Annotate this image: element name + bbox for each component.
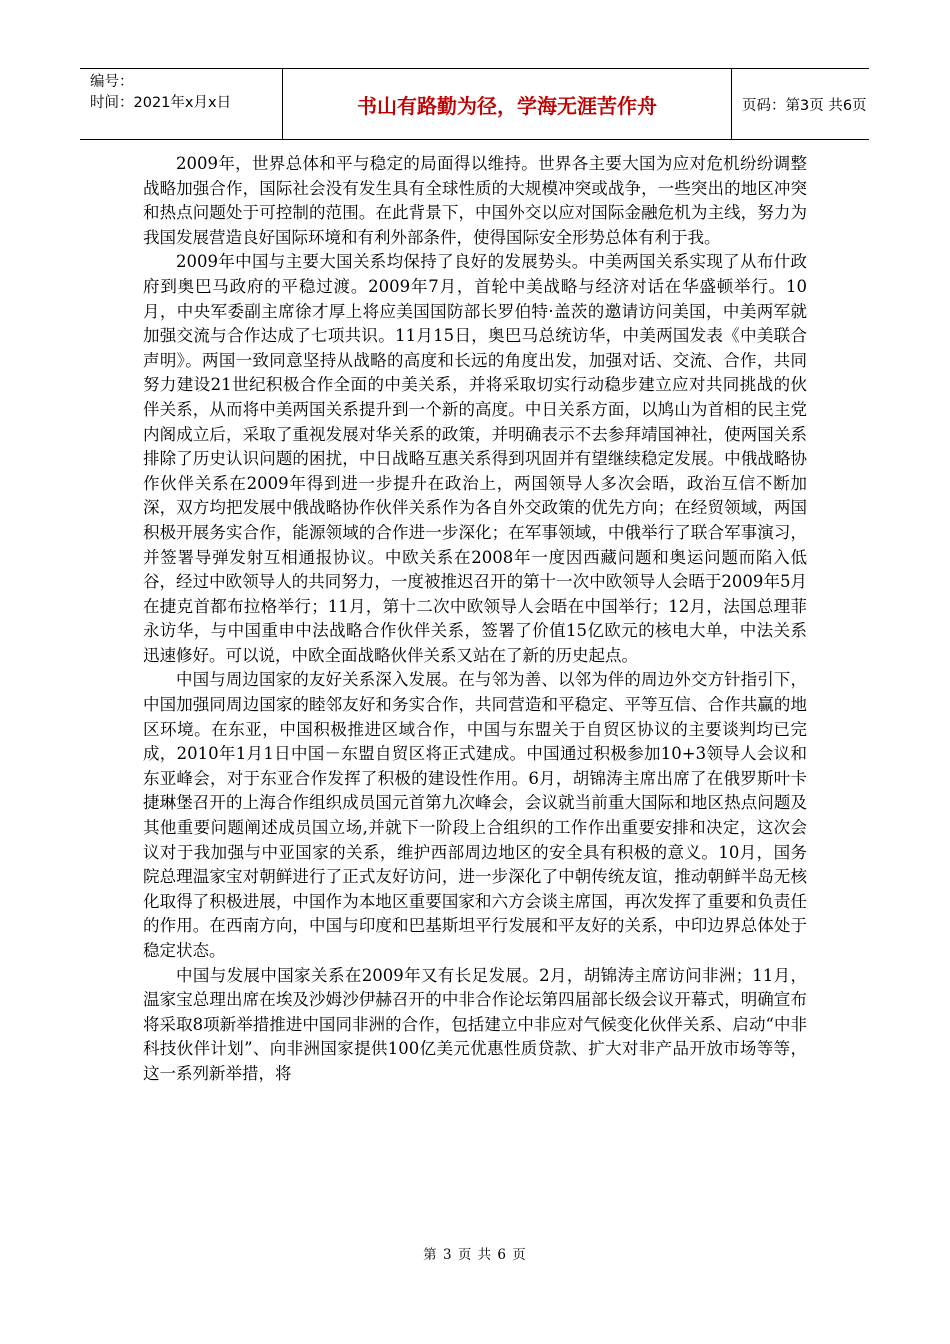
- body-paragraph: 2009年中国与主要大国关系均保持了良好的发展势头。中美两国关系实现了从布什政府到奥巴马政府的平稳过渡。2009年7月，首轮中美战略与经济对话在华盛顿举行。10月，中央军委副主席徐才厚上将应美国国防部长罗伯特·盖茨的邀请访问美国，中美两军就加强交流与合作达成了七项共识。11月15日，奥巴马总统访华，中美两国发表《中美联合声明》。两国一致同意坚持从战略的高度和长远的角度出发，加强对话、交流、合作，共同努力建设21世纪积极合作全面的中美关系，并将采取切实行动稳步建立应对共同挑战的伙伴关系，从而将中美两国关系提升到一个新的高度。中日关系方面，以鸠山为首相的民主党内阁成立后，采取了重视发展对华关系的政策，并明确表示不去参拜靖国神社，使两国关系排除了历史认识问题的困扰，中日战略互惠关系得到巩固并有望继续稳定发展。中俄战略协作伙伴关系在2009年得到进一步提升在政治上，两国领导人多次会晤，政治互信不断加深，双方均把发展中俄战略协作伙伴关系作为各自外交政策的优先方向；在经贸领域，两国积极开展务实合作，能源领域的合作进一步深化；在军事领域，中俄举行了联合军事演习，并签署导弹发射互相通报协议。中欧关系在2008年一度因西藏问题和奥运问题而陷入低谷，经过中欧领导人的共同努力，一度被推迟召开的第十一次中欧领导人会晤于2009年5月在捷克首都布拉格举行；11月，第十二次中欧领导人会晤在中国举行；12月，法国总理菲永访华，与中国重申中法战略合作伙伴关系，签署了价值15亿欧元的核电大单，中法关系迅速修好。可以说，中欧全面战略伙伴关系又站在了新的历史起点。: [143, 252, 807, 665]
- document-body: [143, 152, 807, 1087]
- header-motto: 书山有路勤为径，学海无涯苦作舟: [282, 69, 732, 139]
- body-paragraph: 中国与周边国家的友好关系深入发展。在与邻为善、以邻为伴的周边外交方针指引下，中国加强同周边国家的睦邻友好和务实合作，共同营造和平稳定、平等互信、合作共赢的地区环境。在东亚，中国积极推进区域合作，中国与东盟关于自贸区协议的主要谈判均已完成，2010年1月1日中国－东盟自贸区将正式建成。中国通过积极参加10+3领导人会议和东亚峰会，对于东亚合作发挥了积极的建设性作用。6月，胡锦涛主席出席了在俄罗斯叶卡捷琳堡召开的上海合作组织成员国元首第九次峰会，会议就当前重大国际和地区热点问题及其他重要问题阐述成员国立场,并就下一阶段上合组织的工作作出重要安排和决定，这次会议对于我加强与中亚国家的关系，维护西部周边地区的安全具有积极的意义。10月，国务院总理温家宝对朝鲜进行了正式友好访问，进一步深化了中朝传统友谊，推动朝鲜半岛无核化取得了积极进展，中国作为本地区重要国家和六方会谈主席国，再次发挥了重要和负责任的作用。在西南方向，中国与印度和巴基斯坦平行发展和平友好的关系，中印边界总体处于稳定状态。: [143, 670, 807, 960]
- document-time-label: 时间：2021年x月x日: [90, 95, 232, 111]
- header-page-info: 页码：第3页 共6页: [742, 97, 867, 114]
- body-paragraph: 中国与发展中国家关系在2009年又有长足发展。2月，胡锦涛主席访问非洲；11月，温家宝总理出席在埃及沙姆沙伊赫召开的中非合作论坛第四届部长级会议开幕式，明确宣布将采取8项新举措推进中国同非洲的合作，包括建立中非应对气候变化伙伴关系、启动“中非科技伙伴计划”、向非洲国家提供100亿美元优惠性质贷款、扩大对非产品开放市场等等，这一系列新举措，将: [143, 965, 807, 1083]
- document-number-label: 编号：: [90, 74, 134, 90]
- body-paragraph: 2009年，世界总体和平与稳定的局面得以维持。世界各主要大国为应对危机纷纷调整战略加强合作，国际社会没有发生具有全球性质的大规模冲突或战争，一些突出的地区冲突和热点问题处于可控制的范围。在此背景下，中国外交以应对国际金融危机为主线，努力为我国发展营造良好国际环境和有利外部条件，使得国际安全形势总体有利于我。: [143, 154, 807, 247]
- page-header: [80, 68, 869, 140]
- page-footer: 第 3 页 共 6 页: [423, 1247, 527, 1263]
- header-meta: [80, 69, 282, 139]
